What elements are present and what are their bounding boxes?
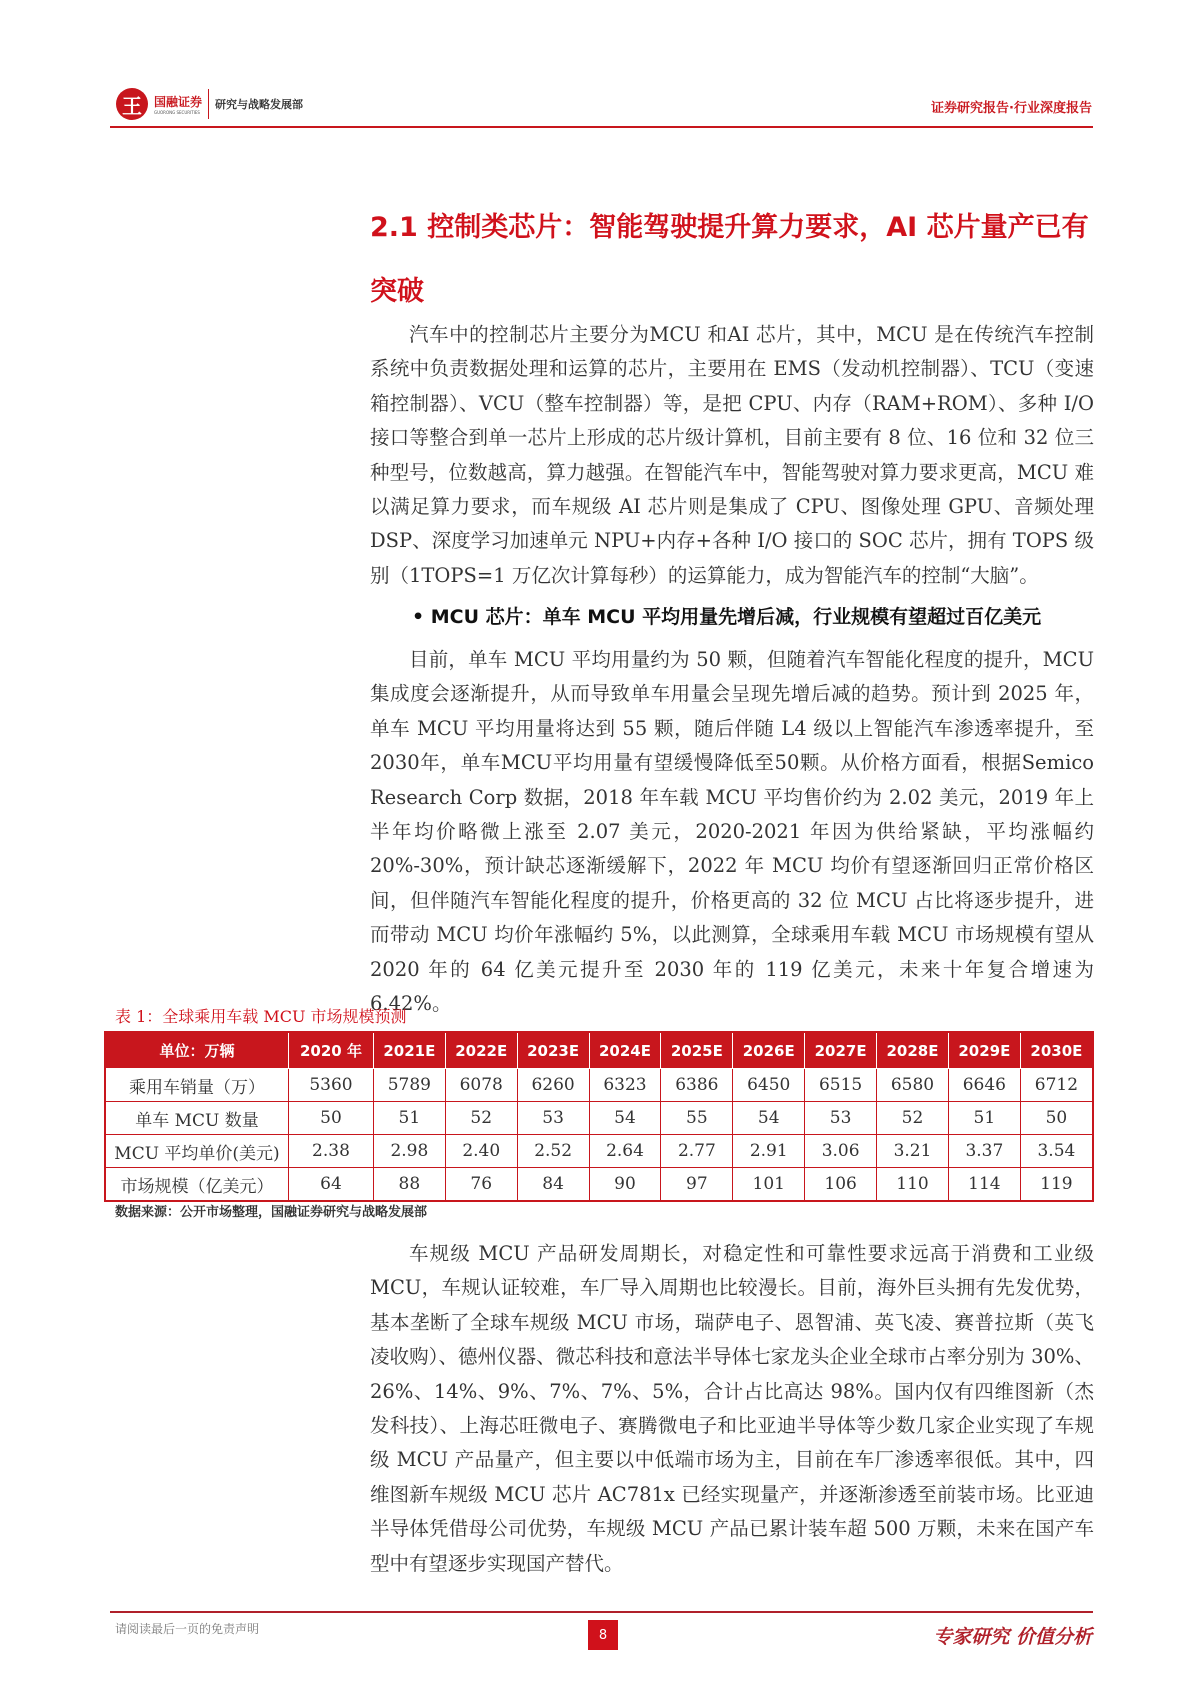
table-cell: 53 (805, 1102, 877, 1135)
table-cell: 114 (948, 1168, 1020, 1202)
page-number: 8 (588, 1620, 618, 1650)
table-cell: 3.06 (805, 1135, 877, 1168)
table-cell: 76 (445, 1168, 517, 1202)
report-type: 证券研究报告·行业深度报告 (931, 101, 1092, 116)
table-cell: 50 (289, 1102, 374, 1135)
table-cell: 6580 (877, 1069, 949, 1102)
column-header: 2027E (805, 1032, 877, 1069)
table-cell: 88 (373, 1168, 445, 1202)
logo-icon: 王 (116, 88, 148, 120)
table-row (105, 1102, 1093, 1135)
header-divider (110, 126, 1093, 128)
company-logo (116, 88, 303, 120)
table-cell: 2.52 (517, 1135, 589, 1168)
table-cell: 106 (805, 1168, 877, 1202)
column-header: 单位：万辆 (105, 1032, 289, 1069)
paragraph-control-chips: 汽车中的控制芯片主要分为MCU 和AI 芯片，其中，MCU 是在传统汽车控制系统中负责数据处理和运算的芯片，主要用在 EMS（发动机控制器）、TCU（变速箱控制器）、VCU（整车控制器）等，是把 CPU、内存（RAM+ROM）、多种 I/O 接口等整合到单一芯片上形成的芯片级计算机，目前主要有 8 位、16 位和 32 位三种型号，位数越高，算力越强。在智能汽车中，智能驾驶对算力要求更高，MCU 难以满足算力要求，而车规级 AI 芯片则是集成了 CPU、图像处理 GPU、音频处理 DSP、深度学习加速单元 NPU+内存+各种 I/O 接口的 SOC 芯片，拥有 TOPS 级别（1TOPS=1 万亿次计算每秒）的运算能力，成为智能汽车的控制“大脑”。 (370, 323, 1094, 587)
table-cell: 90 (589, 1168, 661, 1202)
section-title: 2.1 控制类芯片：智能驾驶提升算力要求，AI 芯片量产已有突破 (370, 212, 1089, 307)
table-cell: 6646 (948, 1069, 1020, 1102)
table-cell: 51 (948, 1102, 1020, 1135)
table-cell: 84 (517, 1168, 589, 1202)
table-cell: 6450 (733, 1069, 805, 1102)
column-header: 2029E (948, 1032, 1020, 1069)
table-source: 数据来源：公开市场整理，国融证券研究与战略发展部 (115, 1205, 428, 1220)
table-cell: 54 (589, 1102, 661, 1135)
table-cell: 2.98 (373, 1135, 445, 1168)
table-cell: 2.64 (589, 1135, 661, 1168)
table-cell: 2.77 (661, 1135, 733, 1168)
table-cell: 5360 (289, 1069, 374, 1102)
table-cell: 55 (661, 1102, 733, 1135)
table-cell: 6260 (517, 1069, 589, 1102)
table-cell: 6712 (1020, 1069, 1093, 1102)
table-caption: 表 1：全球乘用车载 MCU 市场规模预测 (115, 1007, 407, 1026)
table-cell: 54 (733, 1102, 805, 1135)
column-header: 2021E (373, 1032, 445, 1069)
column-header: 2026E (733, 1032, 805, 1069)
table-cell: 3.54 (1020, 1135, 1093, 1168)
row-label: 市场规模（亿美元） (105, 1168, 289, 1202)
row-label: 单车 MCU 数量 (105, 1102, 289, 1135)
table-row (105, 1069, 1093, 1102)
table-cell: 101 (733, 1168, 805, 1202)
table-cell: 119 (1020, 1168, 1093, 1202)
column-header: 2022E (445, 1032, 517, 1069)
table-cell: 64 (289, 1168, 374, 1202)
column-header: 2028E (877, 1032, 949, 1069)
table-cell: 3.37 (948, 1135, 1020, 1168)
table-cell: 6515 (805, 1069, 877, 1102)
column-header: 2024E (589, 1032, 661, 1069)
table-cell: 6078 (445, 1069, 517, 1102)
disclaimer-note: 请阅读最后一页的免责声明 (115, 1622, 260, 1636)
column-header: 2020 年 (289, 1032, 374, 1069)
logo-company-en: GUORONG SECURITIES (154, 110, 200, 115)
column-header: 2025E (661, 1032, 733, 1069)
table-cell: 51 (373, 1102, 445, 1135)
paragraph-mcu-competition: 车规级 MCU 产品研发周期长，对稳定性和可靠性要求远高于消费和工业级 MCU，车规认证较难，车厂导入周期也比较漫长。目前，海外巨头拥有先发优势，基本垄断了全球车规级 MCU 市场，瑞萨电子、恩智浦、英飞凌、赛普拉斯（英飞凌收购）、德州仪器、微芯科技和意法半导体七家龙头企业全球市占率分别为 30%、26%、14%、9%、7%、7%、5%，合计占比高达 98%。国内仅有四维图新（杰发科技）、上海芯旺微电子、赛腾微电子和比亚迪半导体等少数几家企业实现了车规级 MCU 产品量产，但主要以中低端市场为主，目前在车厂渗透率很低。其中，四维图新车规级 MCU 芯片 AC781x 已经实现量产，并逐渐渗透至前装市场。比亚迪半导体凭借母公司优势，车规级 MCU 产品已累计装车超 500 万颗，未来在国产车型中有望逐步实现国产替代。 (370, 1242, 1094, 1575)
table-cell: 2.91 (733, 1135, 805, 1168)
bullet-heading-mcu: • MCU 芯片：单车 MCU 平均用量先增后减，行业规模有望超过百亿美元 (412, 606, 1042, 628)
table-cell: 97 (661, 1168, 733, 1202)
paragraph-mcu-usage: 目前，单车 MCU 平均用量约为 50 颗，但随着汽车智能化程度的提升，MCU 集成度会逐渐提升，从而导致单车用量会呈现先增后减的趋势。预计到 2025 年，单车 MCU 平均用量将达到 55 颗，随后伴随 L4 级以上智能汽车渗透率提升，至 2030年，单车MCU平均用量有望缓慢降低至50颗。从价格方面看，根据Semico Research Corp 数据，2018 年车载 MCU 平均售价约为 2.02 美元，2019 年上半年均价略微上涨至 2.07 美元，2020-2021 年因为供给紧缺，平均涨幅约 20%-30%，预计缺芯逐渐缓解下，2022 年 MCU 均价有望逐渐回归正常价格区间，但伴随汽车智能化程度的提升，价格更高的 32 位 MCU 占比将逐步提升，进而带动 MCU 均价年涨幅约 5%，以此测算，全球乘用车载 MCU 市场规模有望从 2020 年的 64 亿美元提升至 2030 年的 119 亿美元，未来十年复合增速为 6.42%。 (370, 648, 1094, 1016)
department-name: 研究与战略发展部 (215, 98, 304, 111)
table-cell: 3.21 (877, 1135, 949, 1168)
row-label: MCU 平均单价(美元) (105, 1135, 289, 1168)
table-row (105, 1135, 1093, 1168)
table-row (105, 1168, 1093, 1202)
column-header: 2023E (517, 1032, 589, 1069)
table-cell: 2.40 (445, 1135, 517, 1168)
logo-company-name: 国融证券 (154, 95, 203, 109)
table-cell: 50 (1020, 1102, 1093, 1135)
table-header-row (105, 1032, 1093, 1069)
column-header: 2030E (1020, 1032, 1093, 1069)
footer-divider (110, 1611, 1093, 1613)
table-cell: 53 (517, 1102, 589, 1135)
row-label: 乘用车销量（万） (105, 1069, 289, 1102)
footer-slogan: 专家研究 价值分析 (933, 1626, 1092, 1648)
table-cell: 52 (877, 1102, 949, 1135)
table-cell: 2.38 (289, 1135, 374, 1168)
table-cell: 6386 (661, 1069, 733, 1102)
table-cell: 6323 (589, 1069, 661, 1102)
table-cell: 110 (877, 1168, 949, 1202)
table-cell: 5789 (373, 1069, 445, 1102)
mcu-market-table (104, 1031, 1094, 1202)
logo-divider (208, 89, 209, 119)
table-cell: 52 (445, 1102, 517, 1135)
